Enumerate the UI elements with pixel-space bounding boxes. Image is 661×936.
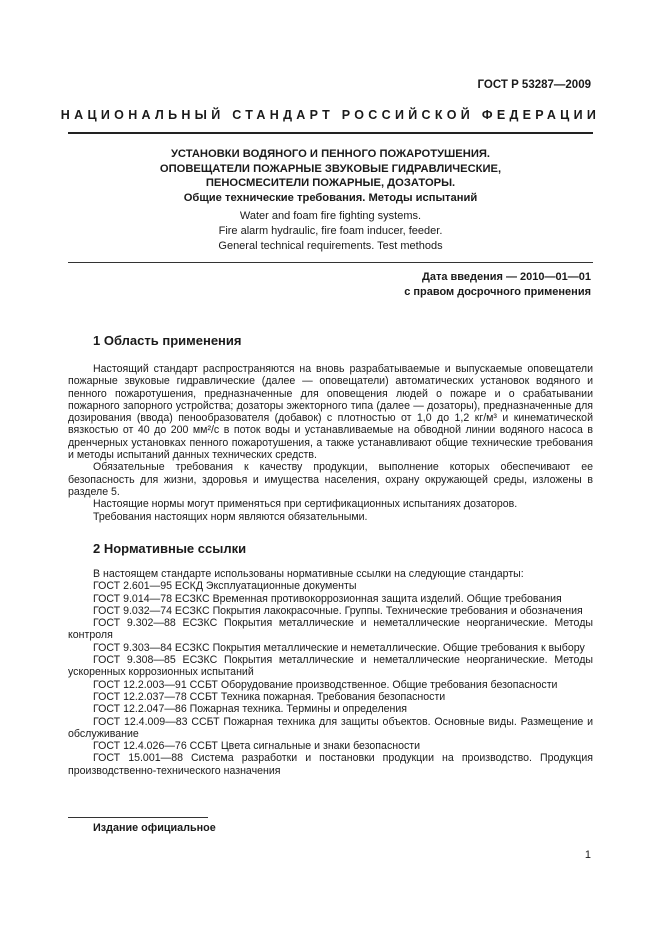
- reference-line: бору: [561, 641, 585, 654]
- english-title: [0, 209, 661, 254]
- section-heading-scope: 1 Область применения: [93, 333, 242, 348]
- reference-item: [68, 752, 593, 777]
- early-application-text: с правом досрочного применения: [404, 286, 591, 298]
- reference-line: ГОСТ 12.2.047—86 Пожарная техника. Термины и определения: [93, 703, 408, 716]
- reference-line: ГОСТ 9.308—85 ЕСЗКС Покрытия металлические и неметаллические неорганические. Методы: [93, 654, 593, 667]
- text-line: вязкостью от 40 до 200 мм²/с в поток воды и устанавливаемые на обводной линии водяного насоса в: [68, 424, 593, 437]
- reference-item: [68, 654, 593, 679]
- reference-item: [68, 617, 593, 642]
- gost-number: ГОСТ Р 53287—2009: [477, 79, 591, 91]
- text-line: Обязательные требования к качеству продукции, выполнение которых обеспечивают ее без: [68, 461, 593, 486]
- reference-item: [68, 580, 593, 592]
- reference-item: [68, 605, 593, 617]
- reference-line: ГОСТ 12.4.026—76 ССБТ Цвета сигнальные и знаки безопасности: [93, 740, 421, 753]
- title-line: ОПОВЕЩАТЕЛИ ПОЖАРНЫЕ ЗВУКОВЫЕ ГИДРАВЛИЧЕСКИЕ,: [159, 162, 502, 175]
- paragraph: В настоящем стандарте использованы нормативные ссылки на следующие стандарты:: [93, 568, 524, 580]
- paragraph: [68, 363, 593, 461]
- standard-title: [0, 147, 661, 205]
- reference-line: ГОСТ 9.032—74 ЕСЗКС Покрытия лакокрасочные. Группы. Технические требования и обозначе: [93, 604, 566, 617]
- text-line: пожарные звуковые гидравлические (далее — оповещатели) автоматических установок водяного и: [68, 375, 593, 388]
- reference-line: ГОСТ 9.302—88 ЕСЗКС Покрытия металлические и неметаллические неорганические. Методы: [93, 617, 593, 630]
- reference-line: ускоренных коррозионных испытаний: [68, 666, 254, 679]
- introduction-date: [404, 270, 591, 300]
- paragraph: Настоящие нормы могут применяться при сертификационных испытаниях дозаторов.: [93, 498, 518, 511]
- reference-line: ГОСТ 12.2.037—78 ССБТ Техника пожарная. Требования безопасности: [93, 690, 446, 703]
- title-rule: [68, 262, 593, 263]
- reference-line: ГОСТ 15.001—88 Система разработки и постановки продукции на производство. Продукция про: [68, 752, 593, 777]
- reference-item: [68, 691, 593, 703]
- reference-line: и обслуживание: [68, 715, 593, 740]
- reference-line: ГОСТ 12.4.009—83 ССБТ Пожарная техника для защиты объектов. Основные виды. Размещение: [93, 715, 584, 728]
- text-line: жарного запорного устройства; дозаторы эжекторного типа (далее — дозаторы), предназначенные для: [79, 399, 593, 412]
- page-number: 1: [584, 849, 591, 861]
- text-line: пенного пожаротушения, предназначенные для оповещения людей о пожаре и о срабатывании по: [68, 387, 593, 412]
- header-rule: [68, 132, 593, 134]
- english-title-line: General technical requirements. Test methods: [218, 240, 443, 252]
- reference-item: [68, 716, 593, 741]
- title-subline: Общие технические требования. Методы испытаний: [183, 191, 478, 204]
- reference-line: изводственно-технического назначения: [85, 764, 281, 777]
- reference-item: [68, 593, 593, 605]
- national-standard-heading: НАЦИОНАЛЬНЫЙ СТАНДАРТ РОССИЙСКОЙ ФЕДЕРАЦИИ: [60, 108, 601, 122]
- reference-item: [68, 642, 593, 654]
- reference-line: ния: [565, 604, 583, 617]
- title-line: ПЕНОСМЕСИТЕЛИ ПОЖАРНЫЕ, ДОЗАТОРЫ.: [205, 177, 456, 190]
- text-line: дренчерных установках пенного пожаротушения, а также устанавливают общие технические требо: [68, 436, 565, 449]
- text-line: опасность для жизни, здоровья и имущества населения, охрану окружающей среды, изложены в: [84, 473, 593, 486]
- text-line: Настоящий стандарт распространяются на вновь разрабатываемые и выпускаемые оповещатели: [93, 363, 593, 375]
- reference-line: ГОСТ 12.2.003—91 ССБТ Оборудование производственное. Общие требования безопасности: [93, 678, 558, 691]
- text-line: дозирования (ввода) пенообразователя (добавок) с плотностью от 1,0 до 1,2 кг/м³ и кинематической: [68, 412, 593, 425]
- english-title-line: Fire alarm hydraulic, fire foam inducer, feeder.: [218, 225, 443, 237]
- introduction-date-text: Дата введения — 2010—01—01: [422, 271, 591, 283]
- text-line: вания и методы испытаний данных технических средств.: [68, 436, 593, 462]
- paragraph: Требования настоящих норм являются обязательными.: [93, 510, 368, 523]
- reference-line: ГОСТ 9.014—78 ЕСЗКС Временная противокоррозионная защита изделий. Общие требования: [93, 592, 562, 605]
- official-edition-label: Издание официальное: [93, 822, 216, 834]
- text-line: разделе 5.: [68, 485, 120, 498]
- section-heading-references: 2 Нормативные ссылки: [93, 541, 247, 556]
- footnote-rule: [68, 817, 208, 818]
- section2-body: [68, 568, 593, 777]
- reference-line: контроля: [68, 629, 113, 642]
- section1-body: [68, 363, 593, 523]
- title-line: УСТАНОВКИ ВОДЯНОГО И ПЕННОГО ПОЖАРОТУШЕНИЯ.: [170, 148, 491, 160]
- reference-line: ГОСТ 2.601—95 ЕСКД Эксплуатационные документы: [93, 580, 357, 593]
- reference-item: [68, 740, 593, 752]
- reference-item: [68, 679, 593, 691]
- paragraph: [68, 461, 593, 498]
- reference-line: ГОСТ 9.303—84 ЕСЗКС Покрытия металлические и неметаллические. Общие требования к вы: [93, 641, 562, 654]
- reference-item: [68, 703, 593, 715]
- english-title-line: Water and foam fire fighting systems.: [239, 210, 422, 222]
